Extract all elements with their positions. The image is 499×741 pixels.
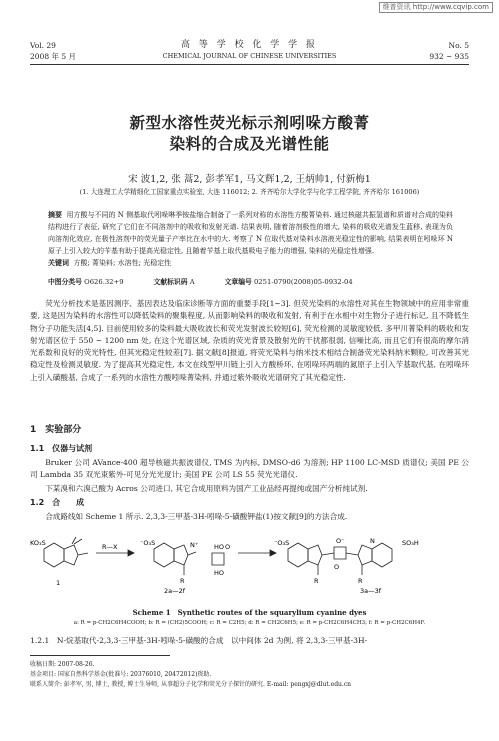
doc-code-label: 文献标识码 <box>153 278 188 286</box>
scheme-reagent: R—X <box>102 543 118 551</box>
keywords: 方酸; 菁染料; 水溶性; 光稳定性 <box>73 259 172 267</box>
instruments-paragraph: Bruker 公司 AVance-400 超导核磁共振波谱仪, TMS 为内标, DMSO-d6 为溶剂; HP 1100 LC-MSD 质谱仪; 美国 PE 公司 Lambda 35 双光束紫外-可见分光光度计; 美国 PE 公司 LS 55 荧光光谱仪. <box>30 458 469 480</box>
paper-title-line2: 染料的合成及光谱性能 <box>169 134 330 153</box>
subsection-heading-instruments: 1.1 仪器与试剂 <box>30 444 93 453</box>
fund-info: 基金项目: 国家自然科学基金(批准号: 20376010, 20472012)资助. <box>30 671 212 678</box>
subsection-heading-synthesis: 1.2 合 成 <box>30 498 85 507</box>
abstract-label: 摘要 <box>48 211 63 219</box>
scheme-label-1: 1 <box>56 579 61 587</box>
svg-text:O⁻: O⁻ <box>336 537 345 545</box>
svg-text:HO: HO <box>214 543 225 551</box>
header-right <box>429 40 469 62</box>
svg-text:⁻O₃S: ⁻O₃S <box>140 539 156 547</box>
issue-number: No. 5 <box>448 41 469 50</box>
intro-paragraph: 荧光分析技术是基因测序、基因表达及临床诊断等方面的重要手段[1~3]. 但荧光染料的水溶性对其在生物领域中的应用非常重要, 这是因为染料的水溶性可以降低染料的聚集程度, 从而影响染料的吸收和发射, 有利于在水相中对生物分子进行标记, 且不降低生物分子功能失活[4,5]. 目前使用较多的染料最大吸收波长和荧光发射波长较短[6], 荧光检测的灵敏度较低. 多甲川菁染料的吸收和发射光谱区位于 550 ~ 1200 nm 处, 在这个光谱区域, 杂质的荧光背景及散射光的干扰都很弱, 信噪比高, 而且它们有很高的摩尔消光系数和良好的荧光特性, 但其光稳定性较差[7]. 据文献[8]报道, 将荧光染料与纳米技术相结合制备荧光染料纳米颗粒, 可改善其光稳定性及检测灵敏度. 为了提高其光稳定性, 本文在线型甲川链上引入方酸桥环, 在吲哚环两端的氮原子上引入苄基取代基, 在吲哚环上引入磺酸基, 合成了一系列的水溶性方酸吲哚菁染料, 并通过紫外吸收光谱研究了其光稳定性. <box>30 299 469 382</box>
volume: Vol. 29 <box>30 41 56 50</box>
scheme-substituent-note: a: R = p-CH2C6H4COOH; b: R = (CH2)5COOH; c: R = C2H5; d: R = CH2C6H5; e: R = p-CH2C6H4CH3; f: R = p-CH2C6H4F. <box>73 620 426 626</box>
svg-text:R: R <box>358 577 363 585</box>
scheme-1-figure <box>30 525 469 605</box>
header-rule <box>30 64 469 65</box>
svg-text:KO₃S: KO₃S <box>30 539 46 547</box>
keywords-label: 关键词 <box>48 259 69 267</box>
abstract <box>48 209 453 269</box>
footnote-rule <box>30 655 170 656</box>
article-id: 0251-0790(2008)05-0932-04 <box>253 278 353 286</box>
doc-code: A <box>189 278 195 286</box>
article-id-label: 文章编号 <box>224 278 252 286</box>
contact-info: 联系人简介: 彭孝军, 男, 博士, 教授, 博士生导师, 从事超分子化学和荧光分子探针的研究. E-mail: pengxj@dlut.edu.cn <box>30 681 352 688</box>
abstract-text: 用方酸与不同的 N 侧基取代吲哚啉季铵盐缩合制备了一系列对称的水溶性方酸菁染料. 通过核磁共振氢谱和质谱对合成的染料结构进行了表征, 研究了它们在不同溶剂中的吸收和发射光谱. 结果表明, 随着溶剂极性的增大, 染料的吸收光谱发生蓝移, 表现为负向溶剂化效应, 在极性溶剂中的荧光量子产率比在水中的大. 考察了 N 位取代基对染料水溶液光稳定性的影响, 结果表明在吲哚环 N 原子上引入较大的苄基有助于提高光稳定性, 且随着苄基上取代基吸电子能力的增强, 染料的光稳定性增强. <box>48 211 454 255</box>
procedure-paragraph: 1.2.1 N-烷基取代-2,3,3-三甲基-3H-吲哚-5-磺酸的合成 以中间体 2d 为例, 将 2,3,3-三甲基-3H- <box>30 636 368 645</box>
svg-text:SO₃H: SO₃H <box>402 539 419 547</box>
journal-name-cn: 高 等 学 校 化 学 学 报 <box>180 40 319 50</box>
watermark: 维普资讯 http://www.cqvip.com <box>379 2 493 13</box>
svg-text:O: O <box>225 543 231 551</box>
svg-text:N: N <box>370 537 375 545</box>
header-center <box>0 40 499 62</box>
page-range: 932 ~ 935 <box>429 52 469 61</box>
svg-text:HO: HO <box>214 569 225 577</box>
svg-text:R: R <box>180 577 185 585</box>
journal-name-en: CHEMICAL JOURNAL OF CHINESE UNIVERSITIES <box>162 52 337 60</box>
scheme-label-3: 3a—3f <box>360 587 382 595</box>
reagents-paragraph: 下某溴和六溴己酸为 Acros 公司进口, 其它合成用原料为国产工业品经再提纯或国产分析纯试剂. <box>45 484 368 493</box>
clc-label: 中图分类号 <box>48 278 82 286</box>
affiliation: (1. 大连理工大学精细化工国家重点实验室, 大连 116012; 2. 齐齐哈尔大学化学与化学工程学院, 齐齐哈尔 161006) <box>79 188 420 196</box>
svg-text:⁻O₃S: ⁻O₃S <box>274 539 290 547</box>
svg-text:N⁺: N⁺ <box>190 541 199 549</box>
svg-text:O: O <box>334 563 340 571</box>
svg-text:R: R <box>314 577 319 585</box>
issue-date: 2008 年 5 月 <box>30 52 77 61</box>
paper-title-line1: 新型水溶性荧光标示剂吲哚方酸菁 <box>129 113 370 132</box>
received-date: 收稿日期: 2007-08-26. <box>30 661 95 668</box>
classification-row <box>48 276 453 286</box>
clc-code: O626.32+9 <box>84 278 124 286</box>
synthesis-paragraph: 合成路线如 Scheme 1 所示. 2,3,3-三甲基-3H-吲哚-5-磺酸钾盐(1)按文献[9]的方法合成. <box>45 512 348 521</box>
section-heading-experimental: 1 实验部分 <box>30 425 82 435</box>
footnote <box>30 660 469 690</box>
scheme-label-2: 2a—2f <box>164 587 186 595</box>
author-list: 宋 波1,2, 张 蒿2, 彭孝军1, 马文辉1,2, 王炳帅1, 付新梅1 <box>128 174 371 185</box>
scheme-caption: Scheme 1 Synthetic routes of the squarylium cyanine dyes <box>132 608 367 617</box>
